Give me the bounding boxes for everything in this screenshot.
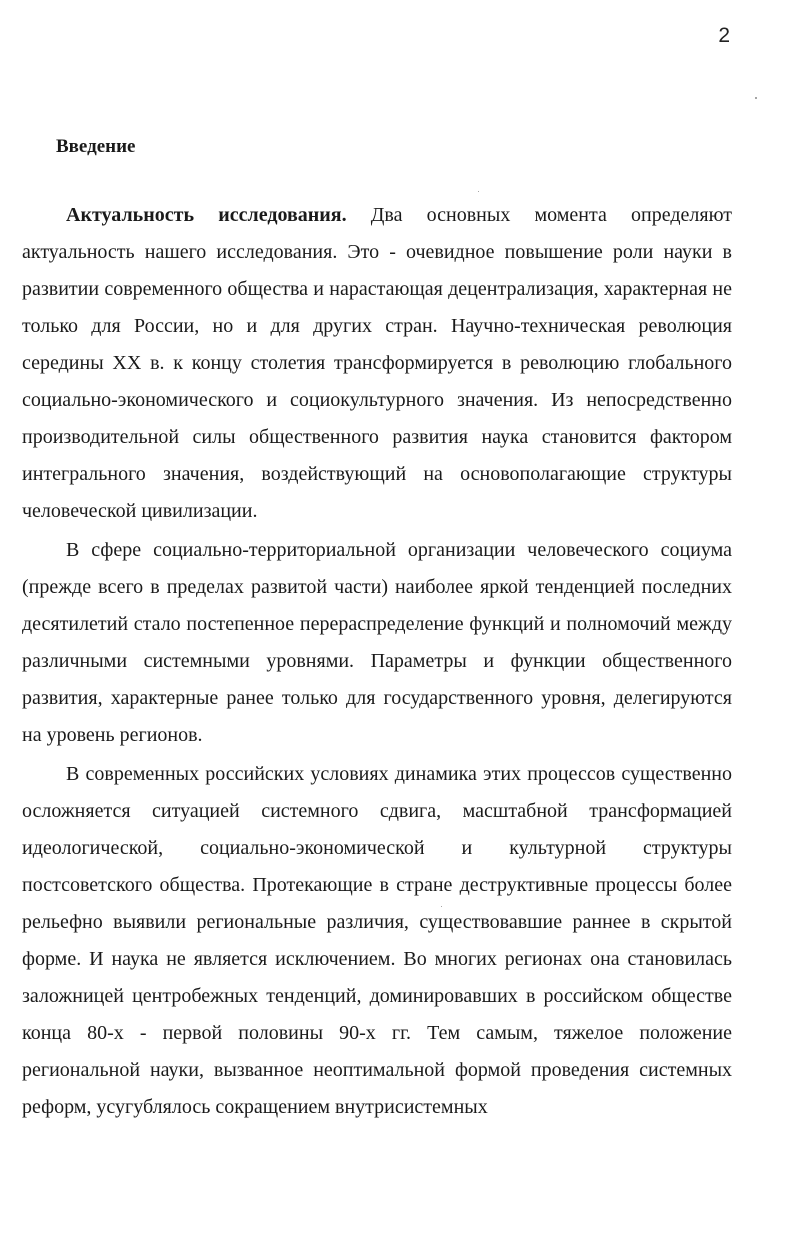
scan-speck [441,906,442,907]
paragraph-text: Два основных момента определяют актуальность нашего исследования. Это - очевидное повышение роли науки в развитии современного общества и нарастающая децентрализация, характерная не только для России, но и для других стран. Научно-техническая революция середины XX в. к концу столетия трансформируется в революцию глобального социально-экономического и социокультурного значения. Из непосредственно производительной силы общественного развития наука становится фактором интегрального значения, воздействующий на основополагающие структуры человеческой цивилизации. [22,204,732,522]
page-number: 2 [718,24,730,47]
body-text [22,197,732,1128]
section-heading: Введение [56,136,136,157]
paragraph-russian-conditions: В современных российских условиях динамика этих процессов существенно осложняется ситуацией системного сдвига, масштабной трансформацией идеологической, социально-экономической и культурной структуры постсоветского общества. Протекающие в стране деструктивные процессы более рельефно выявили региональные различия, существовавшие раннее в скрытой форме. И наука не является исключением. Во многих регионах она становилась заложницей центробежных тенденций, доминировавших в российском обществе конца 80-х - первой половины 90-х гг. Тем самым, тяжелое положение региональной науки, вызванное неоптимальной формой проведения системных реформ, усугублялось сокращением внутрисистемных [22,763,732,1118]
scan-speck [478,191,479,192]
paragraph-territorial: В сфере социально-территориальной организации человеческого социума (прежде всего в пределах развитой части) наиболее яркой тенденцией последних десятилетий стало постепенное перераспределение функций и полномочий между различными системными уровнями. Параметры и функции общественного развития, характерные ранее только для государственного уровня, делегируются на уровень регионов. [22,539,732,746]
paragraph-relevance [22,197,732,530]
scan-speck [755,97,757,99]
paragraph-lead: Актуальность исследования. [66,204,347,226]
